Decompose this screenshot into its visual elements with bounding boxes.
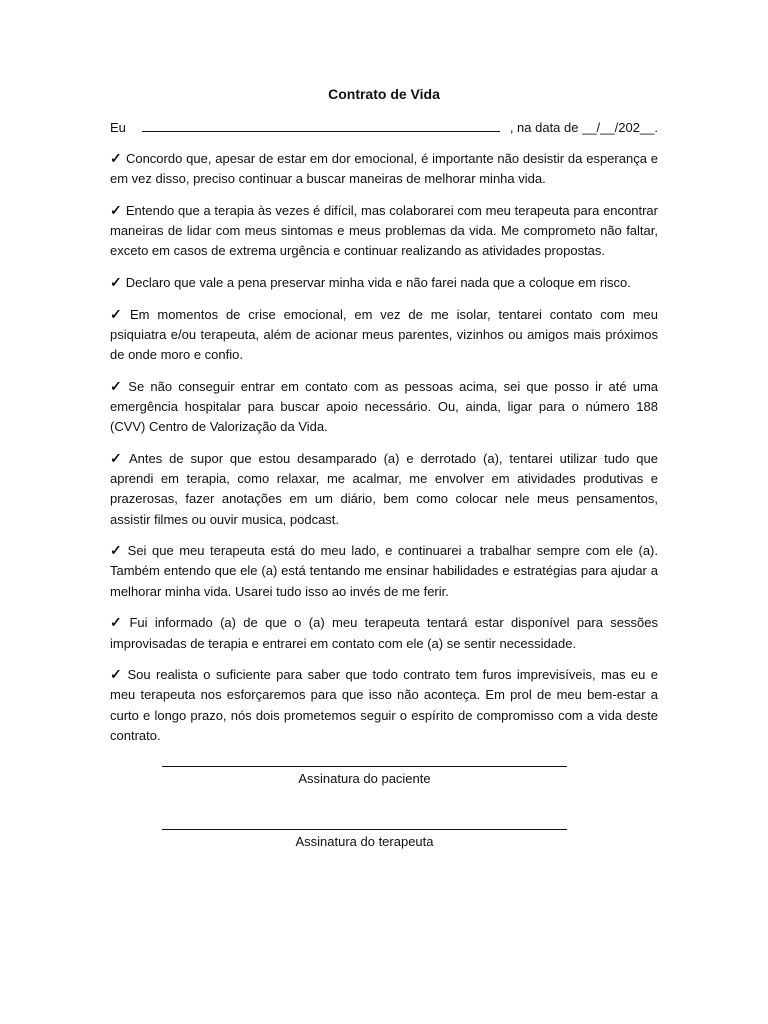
intro-prefix: Eu bbox=[110, 120, 126, 135]
checkmark-icon: ✓ bbox=[110, 614, 126, 631]
page-title: Contrato de Vida bbox=[328, 86, 440, 102]
clause-item bbox=[110, 540, 658, 602]
checkmark-icon: ✓ bbox=[110, 150, 122, 166]
clause-text: Sou realista o suficiente para saber que todo contrato tem furos imprevisíveis, mas eu e meu terapeuta nos esforçaremos para que isso não aconteça. Em prol de meu bem-estar a curto e longo prazo, nós dois prometemos seguir o espírito de compromisso com a vida deste contrato. bbox=[110, 667, 658, 743]
therapist-signature-block bbox=[162, 829, 567, 849]
checkmark-icon: ✓ bbox=[110, 305, 126, 322]
clause-list bbox=[110, 148, 658, 757]
clause-text: Em momentos de crise emocional, em vez de me isolar, tentarei contato com meu psiquiatra e/ou terapeuta, além de acionar meus parentes, vizinhos ou amigos mais próximos de onde moro e confio. bbox=[110, 306, 658, 363]
clause-text: Concordo que, apesar de estar em dor emocional, é importante não desistir da esperança e em vez disso, preciso continuar a buscar maneiras de melhorar minha vida. bbox=[110, 151, 658, 187]
date-text: , na data de __/__/202__. bbox=[509, 120, 658, 135]
clause-item bbox=[110, 200, 658, 262]
clause-text: Fui informado (a) de que o (a) meu terapeuta tentará estar disponível para sessões improvisadas de terapia e entrarei em contato com ele (a) se sentir necessidade. bbox=[110, 615, 658, 651]
clause-text: Antes de supor que estou desamparado (a) e derrotado (a), tentarei utilizar tudo que aprendi em terapia, como relaxar, me acalmar, me envolver em atividades produtivas e prazerosas, fazer anotações em um diário, bem como colocar nele meus pensamentos, assistir filmes ou ouvir musica, podcast. bbox=[110, 450, 658, 527]
patient-signature-line bbox=[162, 766, 567, 767]
intro-line bbox=[110, 119, 658, 135]
clause-item bbox=[110, 448, 658, 530]
patient-signature-block bbox=[162, 766, 567, 786]
checkmark-icon: ✓ bbox=[110, 449, 126, 466]
therapist-signature-line bbox=[162, 829, 567, 830]
clause-item bbox=[110, 664, 658, 746]
clause-text: Se não conseguir entrar em contato com as pessoas acima, sei que posso ir até uma emergência hospitalar para buscar apoio necessário. Ou, ainda, ligar para o número 188 (CVV) Centro de Valorização da Vida. bbox=[110, 378, 659, 435]
clause-text: Declaro que vale a pena preservar minha vida e não farei nada que a coloque em risco. bbox=[125, 275, 631, 291]
checkmark-icon: ✓ bbox=[110, 377, 125, 394]
clause-item bbox=[110, 304, 658, 366]
therapist-signature-label: Assinatura do terapeuta bbox=[295, 834, 434, 849]
patient-signature-label: Assinatura do paciente bbox=[298, 771, 431, 786]
checkmark-icon: ✓ bbox=[110, 542, 124, 559]
clause-item bbox=[110, 376, 658, 438]
name-blank-line bbox=[142, 119, 500, 132]
checkmark-icon: ✓ bbox=[110, 274, 122, 291]
clause-item bbox=[110, 272, 658, 293]
checkmark-icon: ✓ bbox=[110, 201, 122, 218]
checkmark-icon: ✓ bbox=[110, 666, 124, 683]
clause-text: Entendo que a terapia às vezes é difícil, mas colaborarei com meu terapeuta para encontrar maneiras de lidar com meus sintomas e meus problemas da vida. Me comprometo não faltar, exceto em casos de extrema urgência e continuar realizando as atividades propostas. bbox=[110, 202, 658, 259]
clause-text: Sei que meu terapeuta está do meu lado, e continuarei a trabalhar sempre com ele (a). Também entendo que ele (a) está tentando me ensinar habilidades e estratégias para ajudar a melhorar minha vida. Usarei tudo isso ao invés de me ferir. bbox=[110, 543, 658, 599]
clause-item bbox=[110, 148, 658, 189]
clause-item bbox=[110, 612, 658, 653]
